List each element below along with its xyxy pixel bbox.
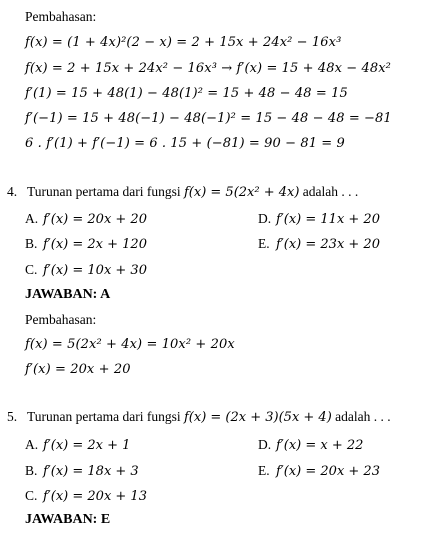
- option-value: f′(x) = 18x + 3: [43, 464, 139, 479]
- answer-key: JAWABAN: E: [25, 512, 111, 527]
- answer-key: JAWABAN: A: [25, 287, 111, 302]
- option-label: B.: [25, 463, 38, 478]
- option-value: f′(x) = 20x + 23: [276, 464, 380, 479]
- question-number: 4.: [7, 184, 18, 199]
- question-suffix: adalah . . .: [335, 409, 391, 424]
- discussion-step: f(x) = 5(2x² + 4x) = 10x² + 20x: [25, 337, 235, 352]
- option-value: f′(x) = 20x + 13: [43, 489, 147, 504]
- option-label: A.: [25, 211, 39, 226]
- option-e[interactable]: [258, 463, 380, 479]
- discussion-step: f′(1) = 15 + 48(1) − 48(1)² = 15 + 48 − 48 = 15: [25, 86, 348, 101]
- option-value: f′(x) = 23x + 20: [276, 237, 380, 252]
- question-function: f(x) = 5(2x² + 4x): [183, 185, 300, 200]
- option-value: f′(x) = x + 22: [276, 438, 364, 453]
- option-b[interactable]: [25, 236, 147, 252]
- option-label: D.: [258, 437, 272, 452]
- question-4: [7, 185, 358, 199]
- discussion-step: f′(−1) = 15 + 48(−1) − 48(−1)² = 15 − 48 − 48 = −81: [25, 111, 392, 126]
- option-label: E.: [258, 236, 270, 251]
- discussion-step: f(x) = 2 + 15x + 24x² − 16x³ → f′(x) = 15 + 48x − 48x²: [25, 61, 391, 76]
- question-function: f(x) = (2x + 3)(5x + 4): [183, 410, 332, 425]
- option-label: D.: [258, 211, 272, 226]
- option-label: B.: [25, 236, 38, 251]
- discussion-step: f′(x) = 20x + 20: [25, 362, 131, 377]
- option-value: f′(x) = 10x + 30: [43, 263, 147, 278]
- option-a[interactable]: [25, 437, 130, 453]
- discussion-heading: Pembahasan:: [25, 312, 97, 327]
- option-c[interactable]: [25, 488, 147, 504]
- discussion-step: 6 . f′(1) + f′(−1) = 6 . 15 + (−81) = 90 − 81 = 9: [25, 136, 345, 151]
- option-d[interactable]: [258, 211, 380, 227]
- option-e[interactable]: [258, 236, 380, 252]
- option-c[interactable]: [25, 262, 147, 278]
- option-a[interactable]: [25, 211, 147, 227]
- discussion-step: f(x) = (1 + 4x)²(2 − x) = 2 + 15x + 24x² − 16x³: [25, 35, 342, 50]
- option-value: f′(x) = 11x + 20: [276, 212, 380, 227]
- question-number: 5.: [7, 409, 18, 424]
- option-b[interactable]: [25, 463, 139, 479]
- question-text: Turunan pertama dari fungsi: [27, 184, 181, 199]
- option-label: C.: [25, 488, 38, 503]
- option-value: f′(x) = 2x + 120: [43, 237, 147, 252]
- option-value: f′(x) = 20x + 20: [43, 212, 147, 227]
- option-value: f′(x) = 2x + 1: [43, 438, 131, 453]
- discussion-heading: Pembahasan:: [25, 9, 97, 24]
- option-label: A.: [25, 437, 39, 452]
- question-suffix: adalah . . .: [302, 184, 359, 199]
- option-d[interactable]: [258, 437, 363, 453]
- question-5: [7, 410, 391, 424]
- question-text: Turunan pertama dari fungsi: [27, 409, 181, 424]
- option-label: C.: [25, 262, 38, 277]
- option-label: E.: [258, 463, 270, 478]
